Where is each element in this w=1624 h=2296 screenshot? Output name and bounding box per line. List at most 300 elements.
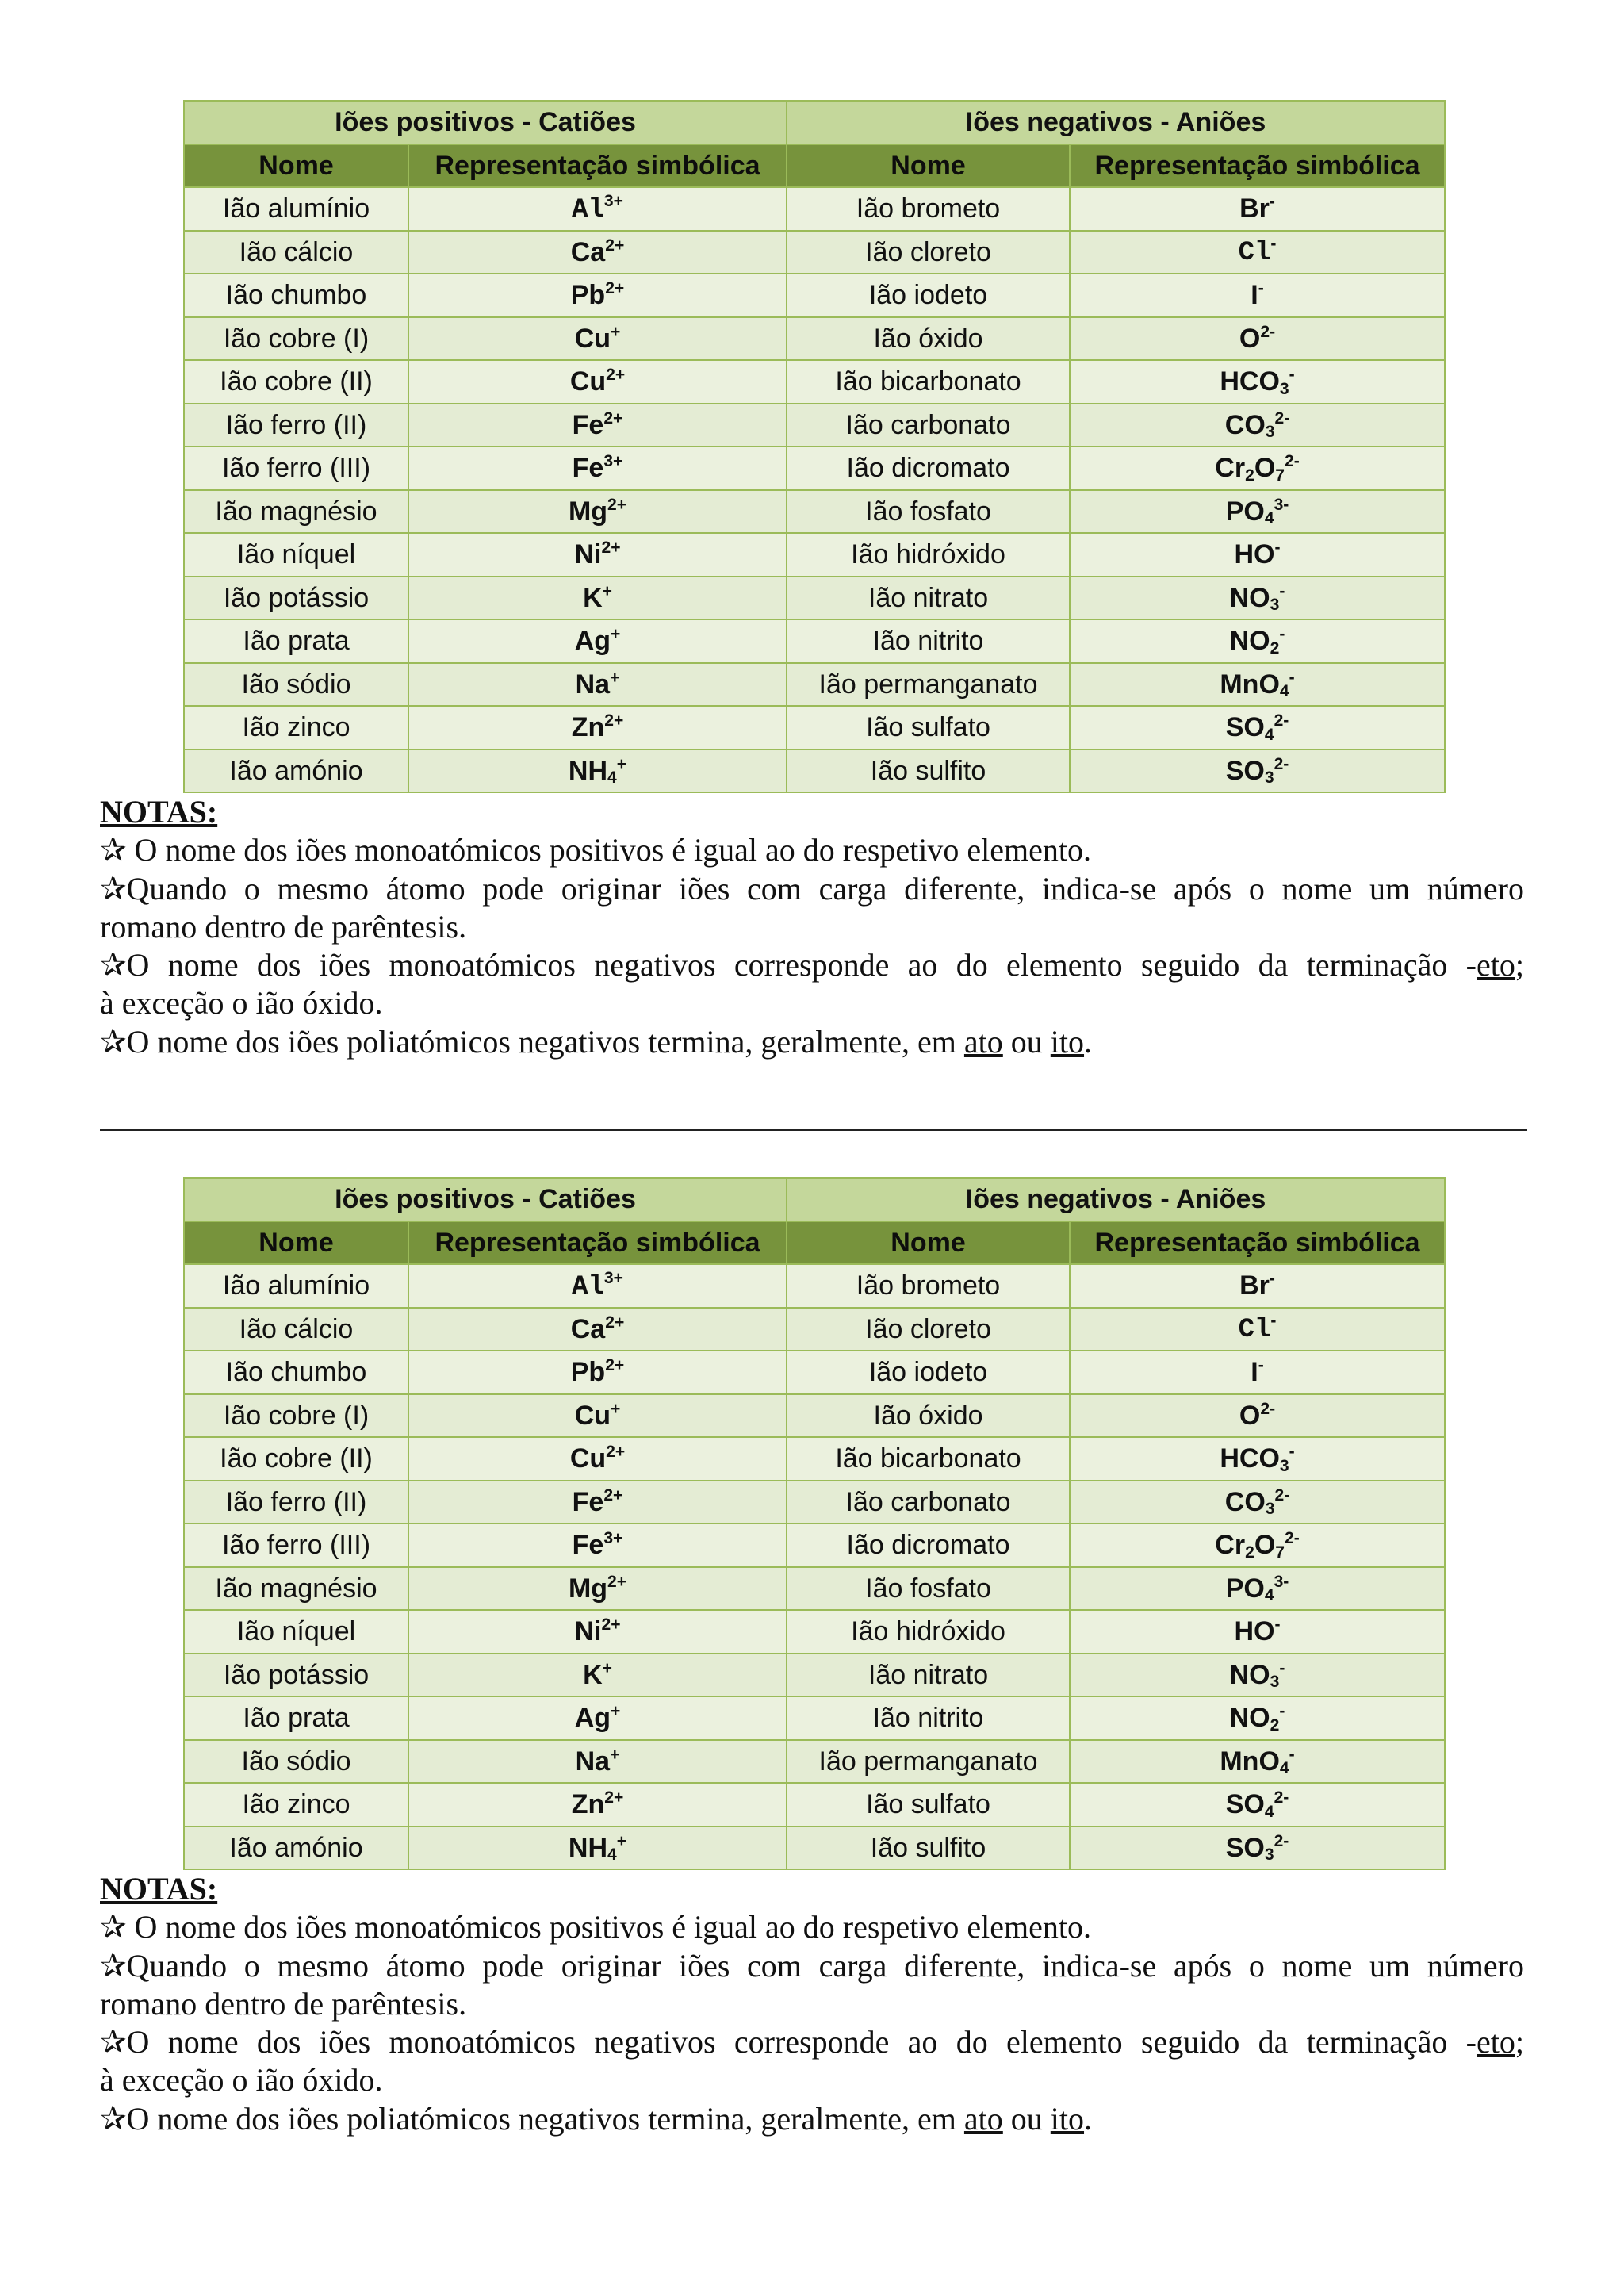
subscript: 7 xyxy=(1275,1543,1285,1562)
symbol-text: Fe xyxy=(572,409,604,440)
note-line xyxy=(100,946,1524,984)
symbol-text: Pb xyxy=(570,280,606,311)
cation-name-cell: Ião cobre (I) xyxy=(184,317,408,361)
cation-symbol-cell xyxy=(408,749,787,793)
symbol-text: Ca xyxy=(570,1313,606,1344)
symbol-text: HO xyxy=(1234,1616,1275,1647)
cation-name-cell: Ião amónio xyxy=(184,1826,408,1870)
anion-symbol-header: Representação simbólica xyxy=(1070,144,1445,188)
cation-symbol-cell xyxy=(408,360,787,404)
cation-name-cell: Ião alumínio xyxy=(184,187,408,231)
cation-name-cell: Ião cálcio xyxy=(184,231,408,274)
symbol-text: Na xyxy=(575,669,611,700)
note-line xyxy=(100,984,1524,1022)
cation-name-cell: Ião potássio xyxy=(184,1654,408,1697)
note-text: ✰ O nome dos iões monoatómicos positivos é igual ao do respetivo elemento. xyxy=(100,832,1091,868)
cation-name-cell: Ião zinco xyxy=(184,1783,408,1826)
superscript: + xyxy=(616,754,627,773)
subscript: 3 xyxy=(1279,1456,1289,1475)
anion-name-cell: Ião brometo xyxy=(787,1264,1070,1308)
note-text: ou xyxy=(1002,1023,1051,1060)
anion-symbol-cell xyxy=(1070,619,1445,663)
anion-name-header: Nome xyxy=(787,144,1070,188)
table-row xyxy=(184,1826,1445,1870)
superscript: + xyxy=(611,322,621,341)
anion-name-cell: Ião sulfato xyxy=(787,1783,1070,1826)
superscript: 2- xyxy=(1285,1529,1300,1548)
cation-symbol-cell xyxy=(408,1826,787,1870)
subscript: 2 xyxy=(1245,1543,1254,1562)
note-item xyxy=(100,946,1524,1023)
underlined-term: eto xyxy=(1477,947,1515,983)
table-row xyxy=(184,1351,1445,1394)
cation-symbol-cell xyxy=(408,1351,787,1394)
symbol-text: I xyxy=(1251,280,1258,311)
cation-name-cell: Ião prata xyxy=(184,619,408,663)
anion-symbol-cell xyxy=(1070,360,1445,404)
superscript: 2+ xyxy=(607,495,627,514)
table-header xyxy=(184,101,1445,187)
anion-symbol-header: Representação simbólica xyxy=(1070,1221,1445,1265)
note-line xyxy=(100,1908,1524,1946)
anion-name-cell: Ião óxido xyxy=(787,317,1070,361)
superscript: 2- xyxy=(1274,1485,1290,1504)
superscript: - xyxy=(1289,366,1295,385)
note-line xyxy=(100,870,1524,908)
symbol-text: O xyxy=(1254,1530,1276,1561)
symbol-text: SO xyxy=(1225,712,1265,743)
anion-symbol-cell xyxy=(1070,490,1445,534)
symbol-text: PO xyxy=(1225,496,1265,527)
anion-symbol-cell xyxy=(1070,1567,1445,1611)
underlined-term: ato xyxy=(963,1023,1003,1060)
anion-name-cell: Ião brometo xyxy=(787,187,1070,231)
symbol-text: I xyxy=(1251,1357,1258,1388)
cation-name-cell: Ião chumbo xyxy=(184,1351,408,1394)
cation-symbol-cell xyxy=(408,619,787,663)
symbol-text: SO xyxy=(1225,755,1265,786)
table-row xyxy=(184,1696,1445,1740)
underlined-term: ito xyxy=(1050,1023,1085,1060)
table-row xyxy=(184,317,1445,361)
anion-name-cell: Ião hidróxido xyxy=(787,1610,1070,1654)
note-item xyxy=(100,1023,1524,1061)
note-text: ✰Quando o mesmo átomo pode originar iões com carga diferente, indica-se após o nome um número xyxy=(100,870,1524,907)
anion-name-cell: Ião nitrato xyxy=(787,577,1070,620)
note-line xyxy=(100,1947,1524,1985)
cation-symbol-cell xyxy=(408,706,787,749)
table-row xyxy=(184,1783,1445,1826)
symbol-text: Zn xyxy=(571,1789,605,1820)
cation-name-cell: Ião alumínio xyxy=(184,1264,408,1308)
superscript: 2+ xyxy=(601,1616,621,1635)
anion-symbol-cell xyxy=(1070,663,1445,707)
superscript: 2+ xyxy=(604,711,624,730)
symbol-text: Zn xyxy=(571,712,605,743)
note-line xyxy=(100,2023,1524,2061)
symbol-text: O xyxy=(1239,323,1261,354)
table-row xyxy=(184,1524,1445,1567)
table-row xyxy=(184,404,1445,447)
symbol-text: HCO xyxy=(1220,366,1280,397)
anion-symbol-cell xyxy=(1070,1481,1445,1524)
superscript: 2- xyxy=(1260,1399,1276,1418)
symbol-text: Fe xyxy=(572,1486,604,1517)
cation-symbol-header: Representação simbólica xyxy=(408,1221,787,1265)
symbol-text: MnO xyxy=(1220,1746,1280,1777)
anion-symbol-cell xyxy=(1070,706,1445,749)
cation-name-cell: Ião potássio xyxy=(184,577,408,620)
note-text: romano dentro de parêntesis. xyxy=(100,908,467,945)
subscript: 4 xyxy=(607,769,617,788)
symbol-text: Br xyxy=(1239,1271,1270,1301)
symbol-text: Al xyxy=(572,194,604,225)
subscript: 4 xyxy=(1264,1586,1274,1605)
note-item xyxy=(100,1947,1524,2024)
anion-name-cell: Ião nitrato xyxy=(787,1654,1070,1697)
underlined-term: ito xyxy=(1050,2100,1085,2137)
symbol-text: Cu xyxy=(569,366,607,397)
superscript: + xyxy=(610,668,620,687)
anion-symbol-cell xyxy=(1070,404,1445,447)
note-line xyxy=(100,1023,1524,1061)
anion-symbol-cell xyxy=(1070,447,1445,490)
ion-table xyxy=(183,100,1446,793)
cation-name-cell: Ião prata xyxy=(184,1696,408,1740)
cation-symbol-cell xyxy=(408,447,787,490)
anion-symbol-cell xyxy=(1070,1264,1445,1308)
cation-name-cell: Ião sódio xyxy=(184,663,408,707)
cation-symbol-cell xyxy=(408,231,787,274)
table-row xyxy=(184,1394,1445,1438)
anion-name-cell: Ião carbonato xyxy=(787,1481,1070,1524)
notes-title: NOTAS: xyxy=(100,1871,218,1907)
cation-symbol-cell xyxy=(408,187,787,231)
note-line xyxy=(100,831,1524,869)
anion-name-cell: Ião cloreto xyxy=(787,231,1070,274)
cations-group-header: Iões positivos - Catiões xyxy=(184,101,787,144)
table-row xyxy=(184,706,1445,749)
symbol-text: MnO xyxy=(1220,669,1280,700)
superscript: - xyxy=(1269,193,1275,212)
cation-symbol-cell xyxy=(408,663,787,707)
note-item xyxy=(100,870,1524,947)
symbol-text: NH xyxy=(568,755,608,786)
anion-name-cell: Ião dicromato xyxy=(787,1524,1070,1567)
superscript: + xyxy=(602,581,612,600)
note-line xyxy=(100,908,1524,946)
note-line xyxy=(100,2100,1524,2138)
table-row xyxy=(184,577,1445,620)
superscript: 2+ xyxy=(601,539,621,558)
anion-symbol-cell xyxy=(1070,1740,1445,1784)
superscript: 2+ xyxy=(605,1313,625,1332)
note-text: ✰O nome dos iões poliatómicos negativos termina, geralmente, em xyxy=(100,2100,964,2137)
table-row xyxy=(184,231,1445,274)
table-row xyxy=(184,360,1445,404)
superscript: 2+ xyxy=(607,1572,627,1591)
superscript: - xyxy=(1258,279,1264,298)
superscript: - xyxy=(1270,235,1277,254)
symbol-text: Ni xyxy=(574,1616,602,1647)
symbol-text: SO xyxy=(1225,1789,1265,1820)
subscript: 3 xyxy=(1265,423,1275,442)
cation-name-cell: Ião zinco xyxy=(184,706,408,749)
symbol-text: Cr xyxy=(1215,1530,1246,1561)
cation-symbol-cell xyxy=(408,317,787,361)
subscript: 4 xyxy=(1264,725,1274,744)
anion-name-cell: Ião permanganato xyxy=(787,1740,1070,1784)
cation-name-cell: Ião cobre (II) xyxy=(184,1437,408,1481)
note-text: ou xyxy=(1002,2100,1051,2137)
superscript: - xyxy=(1289,1443,1295,1462)
symbol-text: Mg xyxy=(568,496,608,527)
symbol-text: Mg xyxy=(568,1573,608,1604)
ion-sheet-2 xyxy=(100,1177,1524,2138)
symbol-text: SO xyxy=(1225,1832,1265,1863)
cation-symbol-cell xyxy=(408,577,787,620)
anion-name-cell: Ião sulfito xyxy=(787,1826,1070,1870)
table-row xyxy=(184,533,1445,577)
note-item xyxy=(100,831,1524,869)
anion-symbol-cell xyxy=(1070,1394,1445,1438)
table-body xyxy=(184,187,1445,792)
table-row xyxy=(184,1654,1445,1697)
symbol-text: CO xyxy=(1224,1486,1266,1517)
cation-name-header: Nome xyxy=(184,1221,408,1265)
anion-name-cell: Ião nitrito xyxy=(787,1696,1070,1740)
superscript: - xyxy=(1258,1356,1264,1375)
superscript: 2+ xyxy=(605,1356,625,1375)
superscript: 2+ xyxy=(605,236,625,255)
symbol-text: Fe xyxy=(572,453,604,484)
anion-name-cell: Ião permanganato xyxy=(787,663,1070,707)
cation-name-cell: Ião ferro (II) xyxy=(184,1481,408,1524)
symbol-text: Pb xyxy=(570,1357,606,1388)
anion-symbol-cell xyxy=(1070,231,1445,274)
symbol-text: Cl xyxy=(1238,238,1271,269)
symbol-text: K xyxy=(583,582,603,613)
anion-symbol-cell xyxy=(1070,1826,1445,1870)
note-text: ✰O nome dos iões poliatómicos negativos termina, geralmente, em xyxy=(100,1023,964,1060)
table-row xyxy=(184,1308,1445,1351)
anion-symbol-cell xyxy=(1070,1351,1445,1394)
anion-symbol-cell xyxy=(1070,1524,1445,1567)
cation-symbol-cell xyxy=(408,274,787,317)
anion-symbol-cell xyxy=(1070,1696,1445,1740)
symbol-text: Ag xyxy=(574,626,611,657)
note-text: ; xyxy=(1515,947,1524,983)
superscript: 3- xyxy=(1274,1572,1289,1591)
anions-group-header: Iões negativos - Aniões xyxy=(787,101,1445,144)
symbol-text: NO xyxy=(1229,626,1270,657)
anion-symbol-cell xyxy=(1070,1610,1445,1654)
superscript: 3+ xyxy=(603,1268,623,1287)
anion-name-cell: Ião hidróxido xyxy=(787,533,1070,577)
cation-name-cell: Ião chumbo xyxy=(184,274,408,317)
table-row xyxy=(184,1610,1445,1654)
anion-name-cell: Ião nitrito xyxy=(787,619,1070,663)
cation-symbol-cell xyxy=(408,1740,787,1784)
superscript: 3+ xyxy=(603,1529,623,1548)
subscript: 3 xyxy=(1270,1673,1280,1692)
anion-symbol-cell xyxy=(1070,1437,1445,1481)
superscript: - xyxy=(1274,1616,1281,1635)
cation-name-cell: Ião cálcio xyxy=(184,1308,408,1351)
symbol-text: Ca xyxy=(570,236,606,267)
symbol-text: PO xyxy=(1225,1573,1265,1604)
table-row xyxy=(184,749,1445,793)
anion-name-cell: Ião fosfato xyxy=(787,1567,1070,1611)
cation-symbol-cell xyxy=(408,1481,787,1524)
cation-symbol-cell xyxy=(408,533,787,577)
anion-symbol-cell xyxy=(1070,187,1445,231)
note-line xyxy=(100,2061,1524,2099)
table-row xyxy=(184,1740,1445,1784)
subscript: 2 xyxy=(1245,466,1254,485)
ion-sheet-1 xyxy=(100,100,1524,1061)
underlined-term: ato xyxy=(963,2100,1003,2137)
cation-symbol-cell xyxy=(408,1654,787,1697)
cation-name-cell: Ião magnésio xyxy=(184,490,408,534)
column-header-row xyxy=(184,1221,1445,1265)
superscript: 3+ xyxy=(603,191,623,210)
superscript: - xyxy=(1279,581,1285,600)
table-row xyxy=(184,619,1445,663)
cation-symbol-cell xyxy=(408,1524,787,1567)
table-row xyxy=(184,1264,1445,1308)
symbol-text: Na xyxy=(575,1746,611,1777)
subscript: 3 xyxy=(1279,379,1289,398)
table-body xyxy=(184,1264,1445,1869)
superscript: - xyxy=(1289,1745,1295,1764)
cation-symbol-cell xyxy=(408,404,787,447)
note-text: . xyxy=(1084,1023,1093,1060)
symbol-text: Cu xyxy=(569,1443,607,1474)
subscript: 3 xyxy=(1264,769,1274,788)
anion-name-cell: Ião bicarbonato xyxy=(787,1437,1070,1481)
subscript: 3 xyxy=(1264,1846,1274,1865)
subscript: 4 xyxy=(1279,682,1289,701)
anion-name-cell: Ião carbonato xyxy=(787,404,1070,447)
subscript: 2 xyxy=(1270,638,1280,657)
notes xyxy=(100,1870,1524,2138)
table-row xyxy=(184,274,1445,317)
superscript: - xyxy=(1270,1312,1277,1331)
superscript: 3+ xyxy=(603,452,623,471)
superscript: - xyxy=(1289,668,1295,687)
cation-name-cell: Ião níquel xyxy=(184,533,408,577)
subscript: 4 xyxy=(1279,1759,1289,1778)
superscript: 3- xyxy=(1274,495,1289,514)
superscript: 2- xyxy=(1260,322,1276,341)
notes-title: NOTAS: xyxy=(100,794,218,830)
symbol-text: Ag xyxy=(574,1703,611,1734)
subscript: 4 xyxy=(1264,509,1274,528)
superscript: 2- xyxy=(1274,408,1290,427)
symbol-text: K xyxy=(583,1659,603,1690)
ion-table xyxy=(183,1177,1446,1870)
anion-symbol-cell xyxy=(1070,1308,1445,1351)
divider-line xyxy=(100,1129,1527,1131)
anion-name-cell: Ião sulfato xyxy=(787,706,1070,749)
underlined-term: eto xyxy=(1477,2024,1515,2060)
superscript: 2- xyxy=(1274,711,1289,730)
cation-symbol-cell xyxy=(408,1696,787,1740)
symbol-text: Cr xyxy=(1215,453,1246,484)
anion-symbol-cell xyxy=(1070,317,1445,361)
symbol-text: O xyxy=(1239,1400,1261,1431)
cation-name-cell: Ião níquel xyxy=(184,1610,408,1654)
anion-symbol-cell xyxy=(1070,577,1445,620)
cation-name-cell: Ião magnésio xyxy=(184,1567,408,1611)
cation-symbol-cell xyxy=(408,1437,787,1481)
note-text: romano dentro de parêntesis. xyxy=(100,1985,467,2022)
table-row xyxy=(184,490,1445,534)
symbol-text: CO xyxy=(1224,409,1266,440)
superscript: - xyxy=(1279,1702,1285,1721)
note-item xyxy=(100,1908,1524,1946)
symbol-text: Cu xyxy=(574,323,611,354)
subscript: 4 xyxy=(1264,1802,1274,1821)
subscript: 7 xyxy=(1275,466,1285,485)
note-text: . xyxy=(1084,2100,1093,2137)
superscript: + xyxy=(611,1399,621,1418)
note-text: ✰ O nome dos iões monoatómicos positivos é igual ao do respetivo elemento. xyxy=(100,1909,1091,1945)
superscript: 2- xyxy=(1285,452,1300,471)
cation-symbol-header: Representação simbólica xyxy=(408,144,787,188)
table-row xyxy=(184,1481,1445,1524)
note-text: ; xyxy=(1515,2024,1524,2060)
symbol-text: NO xyxy=(1229,582,1270,613)
anion-name-cell: Ião fosfato xyxy=(787,490,1070,534)
superscript: 2+ xyxy=(606,1443,626,1462)
cation-symbol-cell xyxy=(408,1567,787,1611)
superscript: - xyxy=(1279,625,1285,644)
anion-symbol-cell xyxy=(1070,1783,1445,1826)
symbol-text: Cl xyxy=(1238,1315,1271,1346)
note-item xyxy=(100,2100,1524,2138)
anion-name-cell: Ião óxido xyxy=(787,1394,1070,1438)
subscript: 3 xyxy=(1265,1500,1275,1519)
anion-name-cell: Ião dicromato xyxy=(787,447,1070,490)
cation-symbol-cell xyxy=(408,1394,787,1438)
anion-name-cell: Ião sulfito xyxy=(787,749,1070,793)
table-row xyxy=(184,1437,1445,1481)
superscript: 2- xyxy=(1274,1788,1289,1807)
group-header-row xyxy=(184,1178,1445,1221)
symbol-text: NO xyxy=(1229,1659,1270,1690)
superscript: + xyxy=(616,1831,627,1850)
notes xyxy=(100,793,1524,1061)
symbol-text: Al xyxy=(572,1271,604,1302)
subscript: 4 xyxy=(607,1846,617,1865)
superscript: 2+ xyxy=(604,1788,624,1807)
table-row xyxy=(184,187,1445,231)
cation-symbol-cell xyxy=(408,490,787,534)
note-line xyxy=(100,1985,1524,2023)
symbol-text: Ni xyxy=(574,539,602,570)
group-header-row xyxy=(184,101,1445,144)
table-row xyxy=(184,1567,1445,1611)
note-item xyxy=(100,2023,1524,2100)
anion-name-cell: Ião iodeto xyxy=(787,1351,1070,1394)
cation-symbol-cell xyxy=(408,1610,787,1654)
anion-symbol-cell xyxy=(1070,533,1445,577)
superscript: 2+ xyxy=(603,408,623,427)
cation-name-cell: Ião ferro (III) xyxy=(184,1524,408,1567)
subscript: 2 xyxy=(1270,1715,1280,1734)
